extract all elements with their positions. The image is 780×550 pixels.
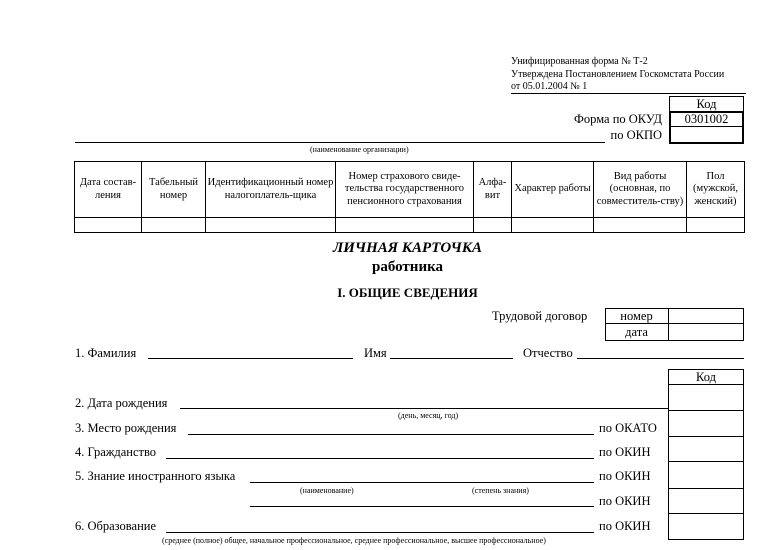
contract-label: Трудовой договор: [492, 309, 588, 323]
surname-input-line[interactable]: [148, 358, 353, 359]
education-input-line[interactable]: [166, 532, 594, 533]
language-caption-name: (наименование): [300, 486, 354, 495]
contract-date-label: дата: [625, 325, 648, 339]
section-title: I. ОБЩИЕ СВЕДЕНИЯ: [337, 285, 478, 300]
okin-label-education: по ОКИН: [599, 519, 651, 533]
header-pension-number: Номер страхового свиде-тельства государственного пенсионного страхования: [336, 162, 474, 218]
citizenship-input-line[interactable]: [166, 458, 594, 459]
header-tax-id: Идентификационный номер налогоплатель-щика: [206, 162, 336, 218]
cell-alphabet[interactable]: [474, 218, 512, 233]
birth-place-label: 3. Место рождения: [75, 421, 177, 435]
cell-sex[interactable]: [687, 218, 745, 233]
okpo-label: по ОКПО: [610, 128, 662, 142]
codes-row-divider-4: [668, 461, 744, 462]
header-alphabet: Алфа-вит: [474, 162, 512, 218]
cell-pension-number[interactable]: [336, 218, 474, 233]
birth-date-label: 2. Дата рождения: [75, 396, 168, 410]
contract-vdivider: [668, 308, 669, 341]
cell-date[interactable]: [75, 218, 142, 233]
okato-label: по ОКАТО: [599, 421, 657, 435]
codes-column-box: [668, 369, 744, 540]
citizenship-label: 4. Гражданство: [75, 445, 157, 459]
cell-work-nature[interactable]: [512, 218, 594, 233]
form-approval-line1: Унифицированная форма № Т-2: [511, 56, 648, 67]
okud-label: Форма по ОКУД: [574, 112, 662, 126]
patronymic-label: Отчество: [523, 346, 573, 360]
language-caption-level: (степень знания): [472, 486, 529, 495]
codes-row-divider-6: [668, 513, 744, 514]
birth-place-input-line[interactable]: [188, 434, 594, 435]
codes-row-divider-3: [668, 436, 744, 437]
approval-underline: [511, 93, 746, 94]
codes-row-divider-1: [668, 384, 744, 385]
header-work-nature: Характер работы: [512, 162, 594, 218]
okin-label-citizenship: по ОКИН: [599, 445, 651, 459]
codes-column-header: Код: [696, 370, 716, 384]
card-subtitle: работника: [371, 259, 443, 275]
codes-row-divider-2: [668, 410, 744, 411]
education-label: 6. Образование: [75, 519, 157, 533]
organization-name-line[interactable]: [75, 142, 605, 143]
cell-tax-id[interactable]: [206, 218, 336, 233]
codes-row-divider-5: [668, 488, 744, 489]
okud-code-value[interactable]: 0301002: [684, 112, 729, 126]
language-label: 5. Знание иностранного языка: [75, 469, 236, 483]
contract-number-label: номер: [620, 309, 653, 323]
header-work-type: Вид работы (основная, по совместитель-ству): [594, 162, 687, 218]
codes-header: Код: [696, 97, 717, 111]
name-label: Имя: [364, 346, 387, 360]
header-sex: Пол (мужской, женский): [687, 162, 745, 218]
birth-date-input-line[interactable]: [180, 408, 668, 409]
patronymic-input-line[interactable]: [577, 358, 744, 359]
surname-label: 1. Фамилия: [75, 346, 137, 360]
form-approval-line2: Утверждена Постановлением Госкомстата России: [511, 69, 725, 80]
language-input-line-2[interactable]: [250, 506, 594, 507]
name-input-line[interactable]: [390, 358, 513, 359]
birth-date-caption: (день, месяц, год): [398, 411, 459, 420]
okin-label-language-2: по ОКИН: [599, 494, 651, 508]
header-personnel-number: Табельный номер: [142, 162, 206, 218]
info-table: [74, 161, 745, 233]
cell-personnel-number[interactable]: [142, 218, 206, 233]
cell-work-type[interactable]: [594, 218, 687, 233]
card-title: ЛИЧНАЯ КАРТОЧКА: [332, 240, 483, 256]
language-input-line-1[interactable]: [250, 482, 594, 483]
okin-label-language-1: по ОКИН: [599, 469, 651, 483]
education-caption: (среднее (полное) общее, начальное профессиональное, среднее профессиональное, высшее профессиональное): [162, 536, 546, 545]
organization-caption: (наименование организации): [310, 145, 409, 154]
header-date: Дата состав-ления: [75, 162, 142, 218]
form-approval-line3: от 05.01.2004 № 1: [511, 81, 588, 92]
